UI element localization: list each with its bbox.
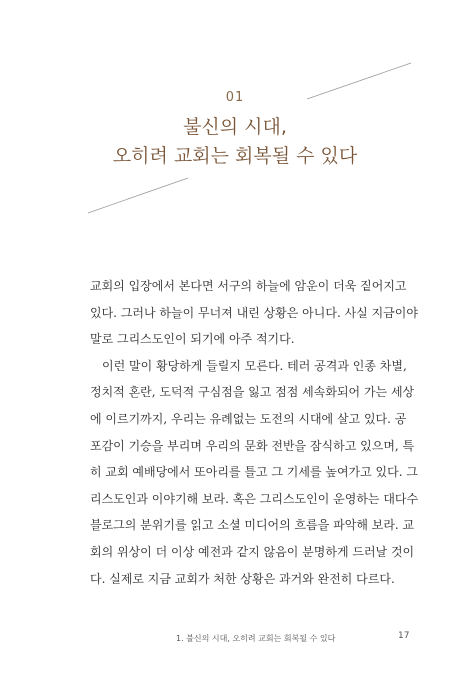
chapter-title-line-1: 불신의 시대, [183, 116, 287, 138]
chapter-title-line-2: 오히려 교회는 회복될 수 있다 [112, 145, 358, 167]
body-line: 회의 위상이 더 이상 예전과 같지 않음이 분명하게 드러날 것이 [90, 544, 415, 559]
body-line: 말로 그리스도인이 되기에 아주 적기다. [90, 332, 295, 347]
page-number: 17 [398, 631, 410, 641]
body-line: 다. 실제로 지금 교회가 처한 상황은 과거와 완전히 다르다. [90, 571, 395, 586]
body-line: 리스도인과 이야기해 보라. 혹은 그리스도인이 운영하는 대다수 [90, 491, 419, 506]
body-line: 정치적 혼란, 도덕적 구심점을 잃고 점점 세속화되어 가는 세상 [90, 385, 415, 400]
body-line: 교회의 입장에서 본다면 서구의 하늘에 암운이 더욱 짙어지고 [90, 279, 407, 293]
running-footer: 1. 불신의 시대, 오히려 교회는 회복될 수 있다 [176, 634, 336, 643]
body-line: 포감이 기승을 부리며 우리의 문화 전반을 잠식하고 있으며, 특 [90, 438, 415, 453]
body-line: 히 교회 예배당에서 또아리를 틀고 그 기세를 높여가고 있다. 그 [90, 465, 418, 480]
body-line: 에 이르기까지, 우리는 유례없는 도전의 시대에 살고 있다. 공 [90, 411, 407, 426]
body-line: 블로그의 분위기를 읽고 소셜 미디어의 흐름을 파악해 보라. 교 [90, 518, 415, 533]
body-line: 이런 말이 황당하게 들릴지 모른다. 테러 공격과 인종 차별, [102, 358, 407, 373]
body-text [90, 273, 419, 592]
chapter-title [0, 113, 470, 171]
body-line: 있다. 그러나 하늘이 무너져 내린 상황은 아니다. 사실 지금이야 [90, 305, 418, 320]
bottom-left-diagonal-rule [88, 178, 188, 213]
chapter-number: 01 [225, 90, 245, 105]
